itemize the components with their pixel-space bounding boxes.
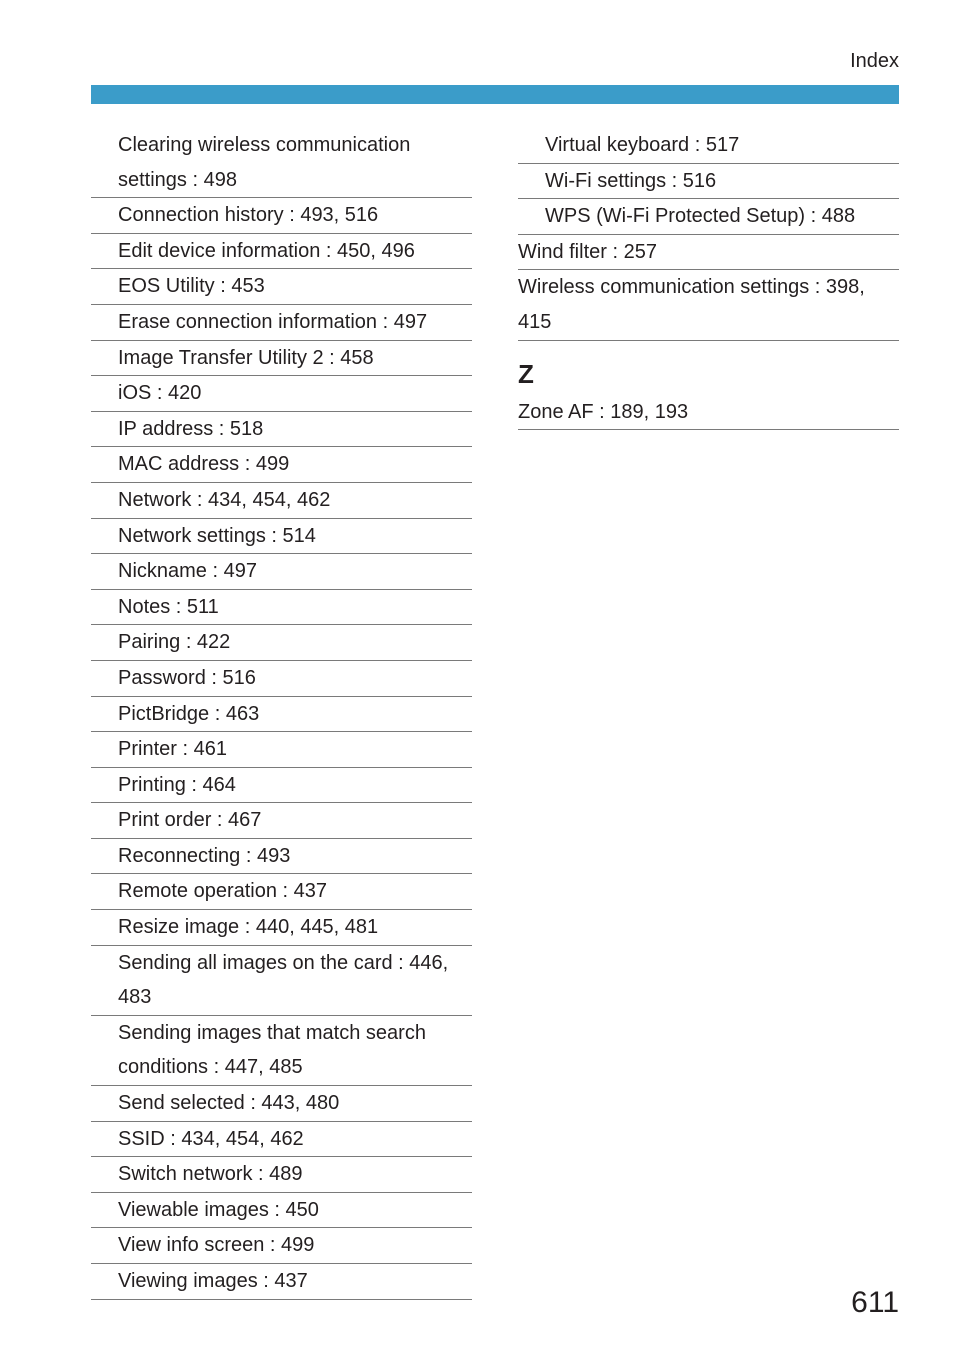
index-entry: SSID : 434, 454, 462 [91, 1122, 472, 1158]
index-entry: WPS (Wi-Fi Protected Setup) : 488 [518, 199, 899, 235]
index-entry: Viewable images : 450 [91, 1193, 472, 1229]
index-entry: Zone AF : 189, 193 [518, 395, 899, 431]
index-entry: Remote operation : 437 [91, 874, 472, 910]
index-entry: Edit device information : 450, 496 [91, 234, 472, 270]
page-number: 611 [851, 1286, 899, 1319]
index-entry: Switch network : 489 [91, 1157, 472, 1193]
index-entry: Send selected : 443, 480 [91, 1086, 472, 1122]
index-entry: Viewing images : 437 [91, 1264, 472, 1300]
index-entry: Image Transfer Utility 2 : 458 [91, 341, 472, 377]
index-entry: Wi-Fi settings : 516 [518, 164, 899, 200]
index-entry: Wind filter : 257 [518, 235, 899, 271]
index-column-right [518, 128, 899, 430]
index-entry: Print order : 467 [91, 803, 472, 839]
index-entry: MAC address : 499 [91, 447, 472, 483]
index-entry: EOS Utility : 453 [91, 269, 472, 305]
index-entry: Sending all images on the card : 446, 483 [91, 946, 472, 1016]
index-entry: iOS : 420 [91, 376, 472, 412]
index-entry: IP address : 518 [91, 412, 472, 448]
index-entry: Sending images that match search conditions : 447, 485 [91, 1016, 472, 1086]
index-entry: Resize image : 440, 445, 481 [91, 910, 472, 946]
index-entry: Printing : 464 [91, 768, 472, 804]
section-heading-z: Z [518, 358, 534, 389]
index-column-left [91, 128, 472, 1300]
index-entry: Notes : 511 [91, 590, 472, 626]
index-entry: Erase connection information : 497 [91, 305, 472, 341]
index-entry: Printer : 461 [91, 732, 472, 768]
index-entry: Network settings : 514 [91, 519, 472, 555]
header-bar [91, 85, 899, 104]
index-entry: Virtual keyboard : 517 [518, 128, 899, 164]
index-entry: Clearing wireless communication settings : 498 [91, 128, 472, 198]
index-entry: PictBridge : 463 [91, 697, 472, 733]
index-entry: View info screen : 499 [91, 1228, 472, 1264]
index-entry: Password : 516 [91, 661, 472, 697]
index-entry: Reconnecting : 493 [91, 839, 472, 875]
index-entry: Nickname : 497 [91, 554, 472, 590]
running-header: Index [850, 50, 899, 72]
index-entry: Connection history : 493, 516 [91, 198, 472, 234]
index-entry: Wireless communication settings : 398, 415 [518, 270, 899, 340]
index-entry: Pairing : 422 [91, 625, 472, 661]
index-entry: Network : 434, 454, 462 [91, 483, 472, 519]
